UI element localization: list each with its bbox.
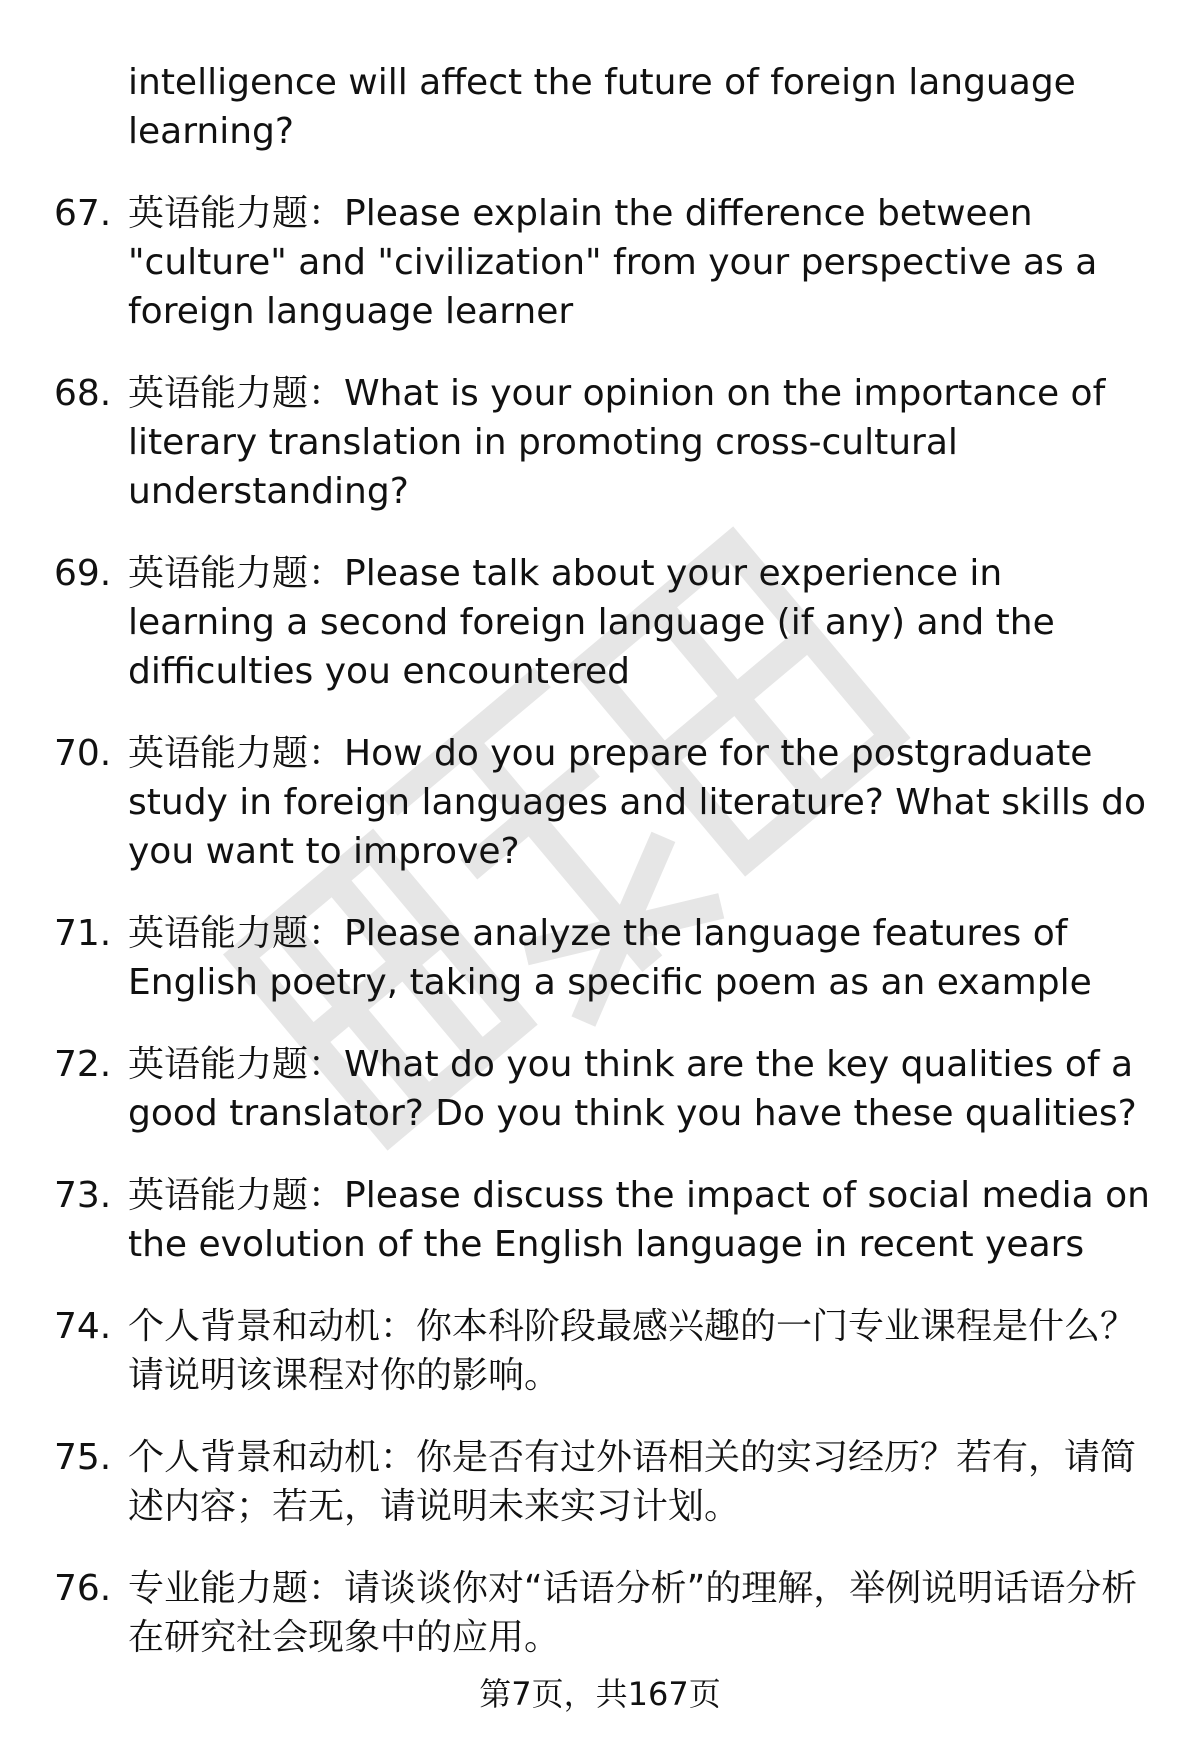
question-item	[0, 1564, 1200, 1662]
question-text: 英语能力题：Please analyze the language features of English poetry, taking a specific poem as an example	[128, 913, 1092, 1003]
question-text: 英语能力题：Please talk about your experience in learning a second foreign language (if any) and the difficulties you encountered	[128, 553, 1055, 692]
question-number: 69.	[54, 553, 112, 594]
question-number: 68.	[54, 373, 112, 414]
question-item	[0, 909, 1200, 1007]
content-area	[0, 58, 1200, 1662]
question-number: 72.	[54, 1044, 112, 1085]
question-item	[0, 1171, 1200, 1269]
question-text: 英语能力题：What do you think are the key qualities of a good translator? Do you think you have these qualities?	[128, 1044, 1137, 1134]
question-number: 73.	[54, 1175, 112, 1216]
question-item	[0, 189, 1200, 336]
question-text: 英语能力题：Please explain the difference between "culture" and "civilization" from your perspective as a foreign language learner	[128, 193, 1098, 332]
question-text: 英语能力题：How do you prepare for the postgraduate study in foreign languages and literature? What skills do you want to improve?	[128, 733, 1146, 872]
question-item	[0, 549, 1200, 696]
question-text: 个人背景和动机：你本科阶段最感兴趣的一门专业课程是什么？请说明该课程对你的影响。	[128, 1306, 1137, 1396]
question-number: 67.	[54, 193, 112, 234]
question-item	[0, 369, 1200, 516]
question-text: 英语能力题：What is your opinion on the importance of literary translation in promoting cross-cultural understanding?	[128, 373, 1106, 512]
question-item	[0, 729, 1200, 876]
continuation-text: intelligence will affect the future of foreign language learning?	[128, 62, 1076, 152]
page-footer: 第7页，共167页	[479, 1675, 721, 1713]
question-text: 个人背景和动机：你是否有过外语相关的实习经历？若有，请简述内容；若无，请说明未来实习计划。	[128, 1437, 1137, 1527]
question-item	[0, 1302, 1200, 1400]
question-number: 71.	[54, 913, 112, 954]
question-text: 专业能力题：请谈谈你对“话语分析”的理解，举例说明话语分析在研究社会现象中的应用。	[128, 1568, 1138, 1658]
question-number: 70.	[54, 733, 112, 774]
question-item	[0, 1040, 1200, 1138]
question-text: 英语能力题：Please discuss the impact of social media on the evolution of the English language in recent years	[128, 1175, 1150, 1265]
question-number: 74.	[54, 1306, 112, 1347]
question-number: 76.	[54, 1568, 112, 1609]
question-item	[0, 1433, 1200, 1531]
question-number: 75.	[54, 1437, 112, 1478]
